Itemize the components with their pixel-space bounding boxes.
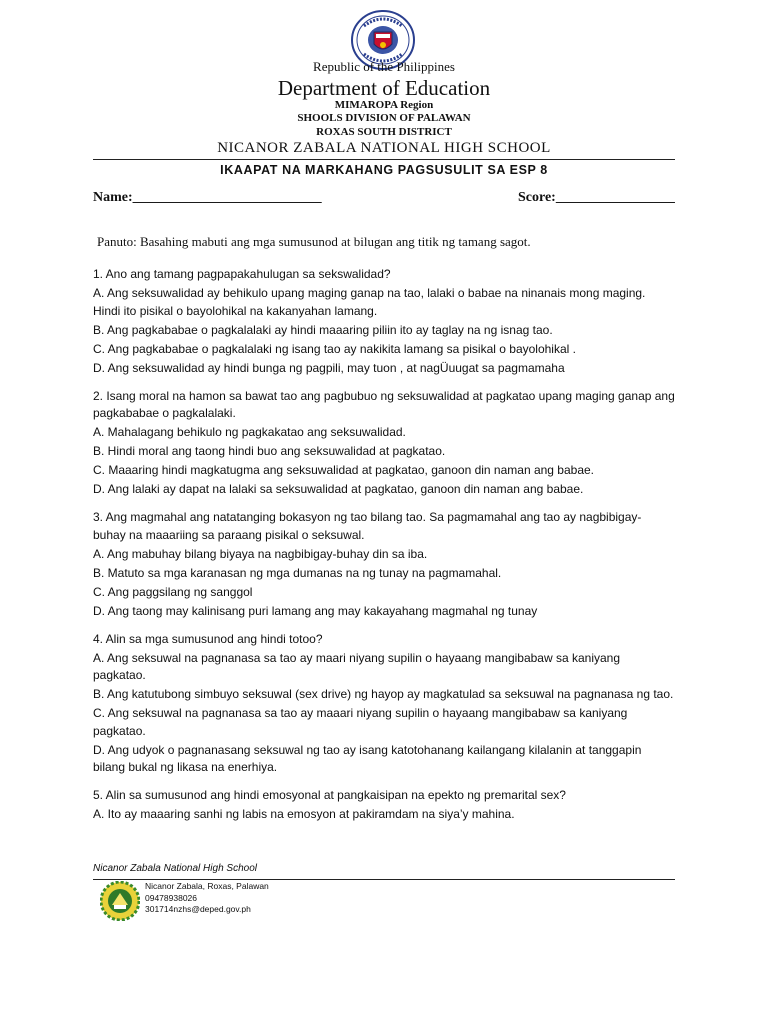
answer-choice[interactable]: B. Ang katutubong simbuyo seksuwal (sex drive) ng hayop ay magkatulad sa seksuwal na pagnanasa ng tao.	[93, 687, 674, 701]
header-division: SHOOLS DIVISION OF PALAWAN	[297, 112, 471, 124]
question-item	[93, 509, 675, 620]
answer-choice[interactable]: A. Ang seksuwalidad ay behikulo upang maging ganap na tao, lalaki o babae na ninanais mong maging. Hindi ito pisikal o bayolohikal na kakanyahan lamang.	[93, 286, 646, 318]
score-field[interactable]: Score:_________________	[518, 190, 675, 205]
answer-choice[interactable]: B. Hindi moral ang taong hindi buo ang seksuwalidad at pagkatao.	[93, 444, 446, 458]
answer-choice[interactable]: A. Ito ay maaaring sanhi ng labis na emosyon at pakiramdam na siya’y mahina.	[93, 807, 515, 821]
question-text: 4. Alin sa mga sumusunod ang hindi totoo?	[93, 631, 323, 646]
question-text: 1. Ano ang tamang pagpapakahulugan sa sekswalidad?	[93, 267, 391, 281]
answer-choice[interactable]: D. Ang taong may kalinisang puri lamang ang may kakayahang magmahal ng tunay	[93, 603, 538, 618]
question-item	[93, 631, 675, 777]
footer-address: Nicanor Zabala, Roxas, Palawan	[145, 881, 269, 891]
answer-choice[interactable]: B. Matuto sa mga karanasan ng mga dumanas na ng tunay na pagmamahal.	[93, 565, 502, 580]
question-item	[93, 266, 675, 377]
footer-phone: 09478938026	[145, 892, 198, 903]
question-text: 5. Alin sa sumusunod ang hindi emosyonal at pangkaisipan na epekto ng premarital sex?	[93, 788, 566, 802]
answer-choice[interactable]: C. Maaaring hindi magkatugma ang seksuwalidad at pagkatao, ganoon din naman ang babae.	[93, 463, 595, 477]
header-school-name: NICANOR ZABALA NATIONAL HIGH SCHOOL	[217, 140, 551, 156]
answer-choice[interactable]: A. Ang mabuhay bilang biyaya na nagbibigay-buhay din sa iba.	[93, 546, 428, 561]
header-region: MIMAROPA Region	[334, 99, 434, 111]
question-item	[93, 787, 675, 824]
footer-school-name: Nicanor Zabala National High School	[93, 863, 257, 874]
question-text: 3. Ang magmahal ang natatanging bokasyon ng tao bilang tao. Sa pagmamahal ang tao ay nagbibigay- buhay na maaariing sa paraang pisikal o seksuwal.	[93, 510, 642, 542]
header-department: Department of Education	[277, 76, 491, 100]
name-field[interactable]: Name:___________________________	[93, 190, 322, 205]
footer-divider	[93, 879, 675, 880]
answer-choice[interactable]: D. Ang lalaki ay dapat na lalaki sa seksuwalidad at pagkatao, ganoon din naman ang babae.	[93, 482, 584, 496]
header-district: ROXAS SOUTH DISTRICT	[316, 126, 452, 138]
directions: Panuto: Basahing mabuti ang mga sumusunod at bilugan ang titik ng tamang sagot.	[97, 234, 531, 249]
answer-choice[interactable]: D. Ang seksuwalidad ay hindi bunga ng pagpili, may tuon , at nagÜuugat sa pagmamaha	[93, 360, 565, 375]
answer-choice[interactable]: A. Ang seksuwal na pagnanasa sa tao ay maari niyang supilin o hayaang mangibabaw sa kaniyang pagkatao.	[93, 650, 621, 682]
header-republic: Republic of the Philippines	[313, 59, 455, 74]
footer-contact	[145, 881, 269, 916]
answer-choice[interactable]: C. Ang pagkababae o pagkalalaki ng isang tao ay nakikita lamang sa pisikal o bayolohikal .	[93, 341, 576, 356]
header-divider	[93, 159, 675, 160]
answer-choice[interactable]: C. Ang paggsilang ng sanggol	[93, 584, 253, 599]
question-item	[93, 388, 675, 499]
answer-choice[interactable]: C. Ang seksuwal na pagnanasa sa tao ay maaari niyang supilin o hayaang mangibabaw sa kaniyang pagkatao.	[93, 706, 628, 738]
exam-title: IKAAPAT NA MARKAHANG PAGSUSULIT SA ESP 8	[220, 163, 548, 177]
school-logo	[100, 881, 140, 921]
footer-email[interactable]: 301714nzhs@deped.gov.ph	[145, 904, 251, 914]
answer-choice[interactable]: B. Ang pagkababae o pagkalalaki ay hindi maaaring piliin ito ay taglay na ng isnag tao.	[93, 322, 553, 337]
question-list	[93, 266, 675, 834]
answer-choice[interactable]: A. Mahalagang behikulo ng pagkakatao ang seksuwalidad.	[93, 425, 406, 439]
question-text: 2. Isang moral na hamon sa bawat tao ang pagbubuo ng seksuwalidad at pagkatao upang maging ganap ang pagkababae o pagkalalaki.	[93, 388, 675, 420]
answer-choice[interactable]: D. Ang udyok o pagnanasang seksuwal ng tao ay isang katotohanang kailangang kilalanin at tanggapin bilang bukal ng likasa na enerhiya.	[93, 742, 642, 774]
